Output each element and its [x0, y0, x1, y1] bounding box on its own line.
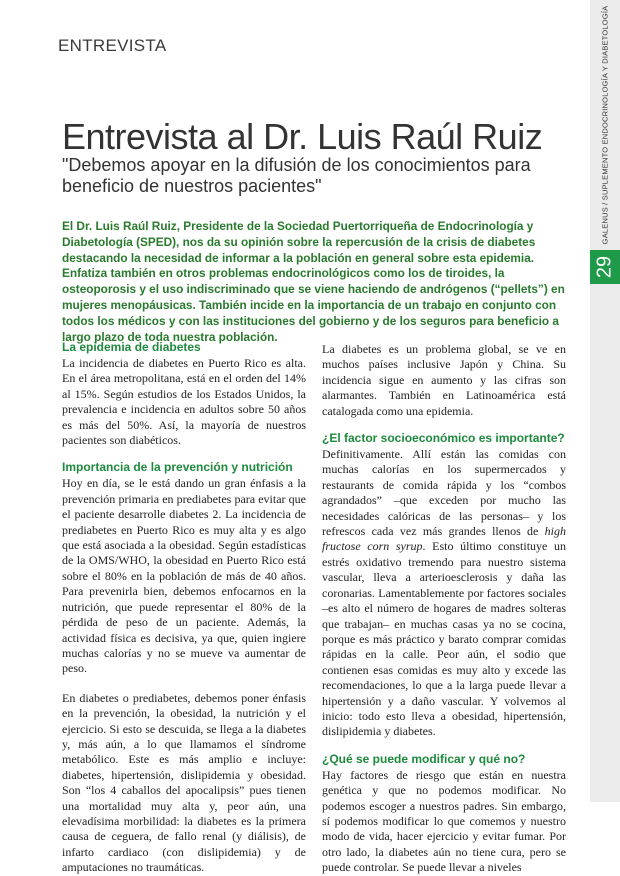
page-number: 29: [590, 250, 620, 284]
left-column: [62, 340, 306, 876]
article-subtitle: "Debemos apoyar en la difusión de los conocimientos para beneficio de nuestros pacientes": [62, 155, 531, 196]
paragraph: En diabetes o prediabetes, debemos poner énfasis en la prevención, la obesidad, la nutrición y el ejercicio. Si esto se descuida, se llega a la diabetes y, más aún, a lo que llamamos el síndrome metabólico. Este es más amplio e incluye: diabetes, hipertensión, dislipidemia y obesidad. Son “los 4 caballos del apocalipsis” pues tienen una mortalidad muy alta y, peor aún, una elevadísima morbilidad: la diabetes es la primera causa de ceguera, de fallo renal (y diálisis), de infarto cardiaco (con dislipidemia) y de amputaciones no traumáticas.: [62, 690, 306, 875]
sidebar: [590, 0, 620, 802]
section-heading: Importancia de la prevención y nutrición: [62, 460, 293, 475]
paragraph: Hay factores de riesgo que están en nuestra genética y que no podemos modificar. No podemos escoger a nuestros padres. Sin embargo, sí podemos modificar lo que comemos y nuestro modo de vida, hacer ejercicio y evitar fumar. Por otro lado, la diabetes aún no tiene cura, pero se puede controlar. Se puede llevar a niveles: [322, 767, 566, 875]
italic-term: high fructose corn syrup: [322, 524, 566, 554]
journal-name: GALENUS / SUPLEMENTO ENDOCRINOLOGÍA Y DIABETOLOGÍA: [600, 5, 610, 245]
article-title: Entrevista al Dr. Luis Raúl Ruiz: [62, 116, 543, 157]
section-label: ENTREVISTA: [58, 36, 167, 55]
paragraph: La incidencia de diabetes en Puerto Rico es alta. En el área metropolitana, está en el orden del 14% al 15%. Según estudios de los Estados Unidos, la prevalencia e incidencia en adultos sobre 50 años es más del 50%. Así, la mayoría de nuestros pacientes son diabéticos.: [62, 356, 306, 448]
paragraph: La diabetes es un problema global, se ve en muchos países inclusive Japón y China. Su incidencia sigue en aumento y las cifras son alarmantes. También en Latinoamérica está catalogada como una epidemia.: [322, 342, 566, 418]
section-heading: ¿El factor socioeconómico es importante?: [322, 431, 565, 446]
paragraph: Hoy en día, se le está dando un gran énfasis a la prevención primaria en prediabetes para evitar que el paciente desarrolle diabetes 2. La incidencia de prediabetes en Puerto Rico es muy alta y es algo que está asociada a la obesidad. Según estadísticas de la OMS/WHO, la obesidad en Puerto Rico está sobre el 80% en la población de más de 40 años. Para prevenirla bien, debemos enfocarnos en la nutrición, que puede representar el 80% de la pérdida de peso de un paciente. Además, la actividad física es decisiva, ya que, quien ingiere muchas calorías y no se mueve va aumentar de peso.: [62, 476, 306, 676]
paragraph: Definitivamente. Allí están las comidas con muchas calorías en los supermercados y restaurants de comida rápida y los “combos agrandados” –que exceden por mucho las necesidades calóricas de las personas– y los refrescos cada vez más grandes llenos de high fructose corn syrup. Esto último constituye un estrés oxidativo tremendo para nuestro sistema vascular, lleva a arterioesclerosis y daña las coronarias. Lamentablemente por factores sociales –es alto el número de hogares de madres solteras que trabajan– en muchas casas ya no se cocina, porque es más práctico y barato comprar comidas rápidas en la calle. Peor aún, el sodio que contienen esas comidas es muy alto y excede las recomendaciones, lo que a la larga puede llevar a hipertensión y a daño vascular. Y volvemos al inicio: todo esto lleva a obesidad, hipertensión, dislipidemia y diabetes.: [322, 447, 566, 739]
section-heading: ¿Qué se puede modificar y qué no?: [322, 751, 526, 766]
section-heading: La epidemia de diabetes: [62, 340, 201, 354]
lead-paragraph: El Dr. Luis Raúl Ruiz, Presidente de la Sociedad Puertorriqueña de Endocrinología y Diabetología (SPED), nos da su opinión sobre la repercusión de la crisis de diabetes destacando la necesidad de informar a la población en general sobre esta epidemia. Enfatiza también en otros problemas endocrinológicos como los de tiroides, la osteoporosis y el uso indiscriminado que se viene haciendo de andrógenos (“pellets”) en mujeres menopáusicas. También incide en la importancia de un trabajo en conjunto con todos los médicos y con las instituciones del gobierno y de los seguros para beneficio a largo plazo de toda nuestra población.: [62, 219, 565, 344]
right-column: [322, 342, 566, 876]
